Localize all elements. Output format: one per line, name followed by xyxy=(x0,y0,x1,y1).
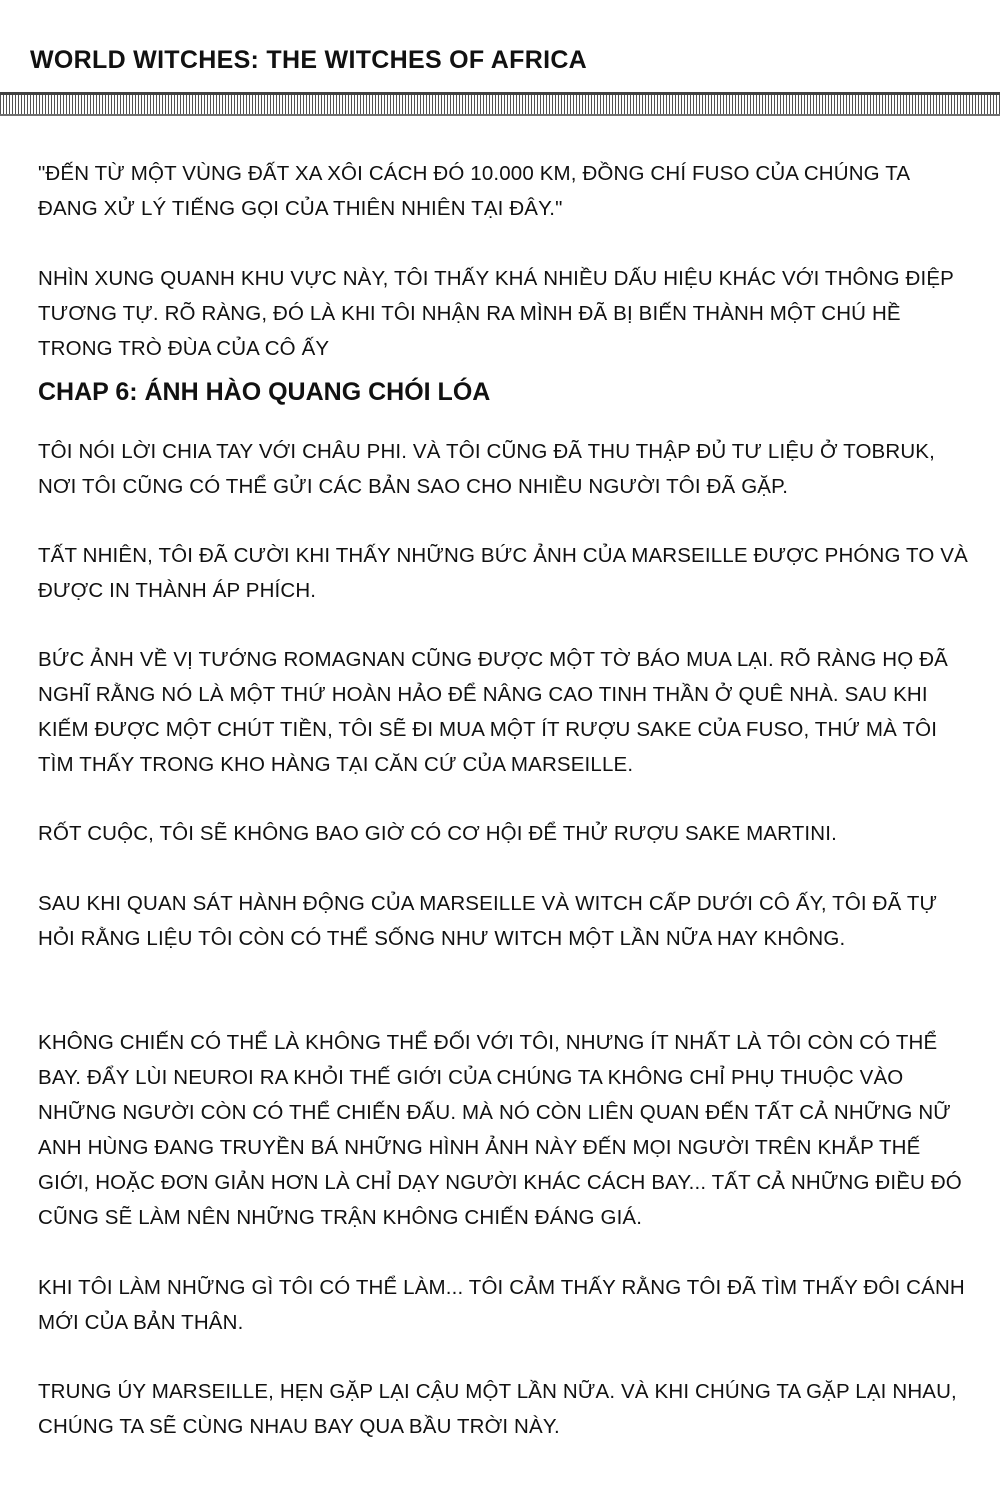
chapter-paragraph: BỨC ẢNH VỀ VỊ TƯỚNG ROMAGNAN CŨNG ĐƯỢC MỘT TỜ BÁO MUA LẠI. RÕ RÀNG HỌ ĐÃ NGHĨ RẰNG NÓ LÀ MỘT THỨ HOÀN HẢO ĐỂ NÂNG CAO TINH THẦN Ở QUÊ NHÀ. SAU KHI KIẾM ĐƯỢC MỘT CHÚT TIỀN, TÔI SẼ ĐI MUA MỘT ÍT RƯỢU SAKE CỦA FUSO, THỨ MÀ TÔI TÌM THẤY TRONG KHO HÀNG TẠI CĂN CỨ CỦA MARSEILLE. xyxy=(38,648,948,776)
chapter-paragraph: TÔI NÓI LỜI CHIA TAY VỚI CHÂU PHI. VÀ TÔI CŨNG ĐÃ THU THẬP ĐỦ TƯ LIỆU Ở TOBRUK, NƠI TÔI CŨNG CÓ THỂ GỬI CÁC BẢN SAO CHO NHIỀU NGƯỜI TÔI ĐÃ GẶP. xyxy=(38,440,935,498)
header-title: WORLD WITCHES: THE WITCHES OF AFRICA xyxy=(30,46,588,74)
intro-paragraph-quote: "ĐẾN TỪ MỘT VÙNG ĐẤT XA XÔI CÁCH ĐÓ 10.000 KM, ĐỒNG CHÍ FUSO CỦA CHÚNG TA ĐANG XỬ LÝ TIẾNG GỌI CỦA THIÊN NHIÊN TẠI ĐÂY." xyxy=(38,162,910,220)
chapter-paragraph: KHÔNG CHIẾN CÓ THỂ LÀ KHÔNG THỂ ĐỐI VỚI TÔI, NHƯNG ÍT NHẤT LÀ TÔI CÒN CÓ THỂ BAY. ĐẨY LÙI NEUROI RA KHỎI THẾ GIỚI CỦA CHÚNG TA KHÔNG CHỈ PHỤ THUỘC VÀO NHỮNG NGƯỜI CÒN CÓ THỂ CHIẾN ĐẤU. MÀ NÓ CÒN LIÊN QUAN ĐẾN TẤT CẢ NHỮNG NỮ ANH HÙNG ĐANG TRUYỀN BÁ NHỮNG HÌNH ẢNH NÀY ĐẾN MỌI NGƯỜI TRÊN KHẮP THẾ GIỚI, HOẶC ĐƠN GIẢN HƠN LÀ CHỈ DẠY NGƯỜI KHÁC CÁCH BAY... TẤT CẢ NHỮNG ĐIỀU ĐÓ CŨNG SẼ LÀM NÊN NHỮNG TRẬN KHÔNG CHIẾN ĐÁNG GIÁ. xyxy=(38,1031,962,1229)
chapter-heading: CHAP 6: ÁNH HÀO QUANG CHÓI LÓA xyxy=(38,378,491,406)
chapter-paragraph: TRUNG ÚY MARSEILLE, HẸN GẶP LẠI CẬU MỘT LẦN NỮA. VÀ KHI CHÚNG TA GẶP LẠI NHAU, CHÚNG TA SẼ CÙNG NHAU BAY QUA BẦU TRỜI NÀY. xyxy=(38,1380,957,1438)
chapter-paragraph: RỐT CUỘC, TÔI SẼ KHÔNG BAO GIỜ CÓ CƠ HỘI ĐỂ THỬ RƯỢU SAKE MARTINI. xyxy=(38,822,837,845)
chapter-paragraph: TẤT NHIÊN, TÔI ĐÃ CƯỜI KHI THẤY NHỮNG BỨC ẢNH CỦA MARSEILLE ĐƯỢC PHÓNG TO VÀ ĐƯỢC IN THÀNH ÁP PHÍCH. xyxy=(38,544,968,602)
header-divider xyxy=(0,92,1000,116)
intro-paragraph-observation: NHÌN XUNG QUANH KHU VỰC NÀY, TÔI THẤY KHÁ NHIỀU DẤU HIỆU KHÁC VỚI THÔNG ĐIỆP TƯƠNG TỰ. RÕ RÀNG, ĐÓ LÀ KHI TÔI NHẬN RA MÌNH ĐÃ BỊ BIẾN THÀNH MỘT CHÚ HỀ TRONG TRÒ ĐÙA CỦA CÔ ẤY xyxy=(38,267,954,360)
chapter-paragraph: KHI TÔI LÀM NHỮNG GÌ TÔI CÓ THỂ LÀM... TÔI CẢM THẤY RẰNG TÔI ĐÃ TÌM THẤY ĐÔI CÁNH MỚI CỦA BẢN THÂN. xyxy=(38,1276,965,1334)
chapter-paragraph: SAU KHI QUAN SÁT HÀNH ĐỘNG CỦA MARSEILLE VÀ WITCH CẤP DƯỚI CÔ ẤY, TÔI ĐÃ TỰ HỎI RẰNG LIỆU TÔI CÒN CÓ THỂ SỐNG NHƯ WITCH MỘT LẦN NỮA HAY KHÔNG. xyxy=(38,892,938,950)
